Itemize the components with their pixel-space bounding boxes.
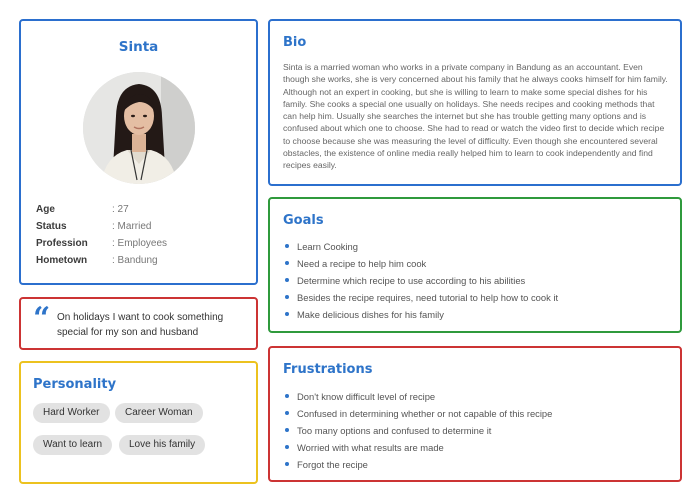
persona-photo — [83, 72, 195, 184]
bullet-icon — [285, 428, 289, 432]
list-item-text: Forgot the recipe — [297, 459, 368, 470]
bullet-icon — [285, 462, 289, 466]
trait-chip: Want to learn — [33, 435, 112, 455]
goals-title: Goals — [283, 213, 324, 228]
field-value: : 27 — [112, 204, 129, 215]
list-item — [283, 306, 558, 323]
list-item-text: Determine which recipe to use according to his abilities — [297, 275, 526, 286]
list-item — [283, 422, 552, 439]
field-value: : Employees — [112, 238, 168, 249]
list-item — [283, 289, 558, 306]
list-item-text: Make delicious dishes for his family — [297, 309, 444, 320]
persona-name: Sinta — [118, 39, 159, 55]
bio-title: Bio — [283, 35, 307, 50]
bullet-icon — [285, 244, 289, 248]
trait-chip: Career Woman — [115, 403, 203, 423]
goals-card — [268, 197, 682, 333]
quote-text: On holidays I want to cook something special for my son and husband — [57, 312, 224, 338]
quote-icon: “ — [33, 301, 51, 336]
bullet-icon — [285, 278, 289, 282]
list-item — [283, 238, 558, 255]
list-item — [283, 456, 552, 473]
list-item-text: Besides the recipe requires, need tutorial to help how to cook it — [297, 292, 559, 303]
list-item — [283, 388, 552, 405]
list-item-text: Worried with what results are made — [297, 442, 444, 453]
frustrations-list — [283, 388, 552, 473]
bullet-icon — [285, 261, 289, 265]
trait-chip: Hard Worker — [33, 403, 110, 423]
list-item-text: Don't know difficult level of recipe — [297, 391, 436, 402]
field-label: Age — [36, 204, 55, 215]
bio-text: Sinta is a married woman who works in a private company in Bandung as an accountant. Even though she works, she is very concerned about his family that he always cooks himself for him family. Although not an expert in cooking, but she is willing to learn to make some special dishes for his family. She cooks a special one usually on holidays. She needs recipes and cooking methods that can help him. Usually she searches the internet but she has trouble getting many options and is confused about which one to choose. She had to read or watch the video first to decide which recipe to choose because she was measuring the level of difficulty. Even though she encountered several obstacles, the existence of online media really helped him to learn to cook independently and find recipes easily. — [283, 62, 668, 171]
list-item-text: Confused in determining whether or not capable of this recipe — [297, 408, 553, 419]
bullet-icon — [285, 445, 289, 449]
goals-list — [283, 238, 558, 323]
bullet-icon — [285, 411, 289, 415]
bullet-icon — [285, 312, 289, 316]
frustrations-title: Frustrations — [283, 362, 373, 377]
field-label: Status — [36, 221, 67, 232]
profile-card — [19, 19, 258, 285]
trait-chip: Love his family — [119, 435, 205, 455]
bullet-icon — [285, 295, 289, 299]
bio-card — [268, 19, 682, 186]
personality-title: Personality — [33, 377, 117, 392]
field-label: Hometown — [36, 255, 88, 266]
field-label: Profession — [36, 238, 88, 249]
field-value: : Married — [112, 221, 152, 232]
field-value: : Bandung — [112, 255, 158, 266]
list-item-text: Learn Cooking — [297, 241, 358, 252]
list-item — [283, 439, 552, 456]
quote-card — [19, 297, 258, 350]
list-item — [283, 405, 552, 422]
list-item-text: Too many options and confused to determine it — [297, 425, 492, 436]
personality-card — [19, 361, 258, 484]
frustrations-card — [268, 346, 682, 482]
list-item-text: Need a recipe to help him cook — [297, 258, 427, 269]
list-item — [283, 272, 558, 289]
bullet-icon — [285, 394, 289, 398]
list-item — [283, 255, 558, 272]
